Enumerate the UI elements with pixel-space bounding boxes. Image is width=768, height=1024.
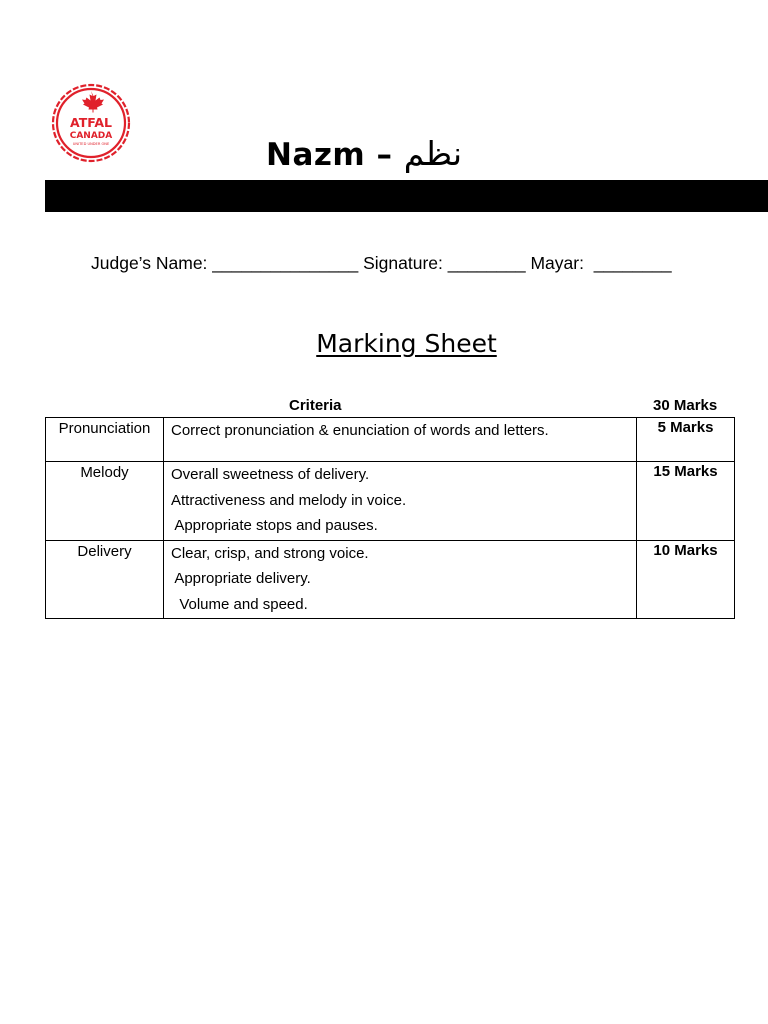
criteria-line: Volume and speed. (171, 595, 308, 613)
marking-sheet-title: Marking Sheet (316, 329, 497, 358)
criteria-line: Attractiveness and melody in voice. (171, 491, 407, 509)
row-marks: 15 Marks (637, 462, 735, 541)
row-category: Delivery (46, 540, 164, 619)
table-row (46, 540, 735, 619)
total-marks-header: 30 Marks (653, 397, 718, 414)
maple-leaf-icon (82, 91, 104, 113)
table-row (46, 418, 735, 462)
row-category: Melody (46, 462, 164, 541)
logo-brand-line1: ATFAL (70, 115, 112, 130)
row-marks: 10 Marks (637, 540, 735, 619)
atfal-canada-logo (48, 80, 134, 166)
logo-tagline: UNITED UNDER ONE (72, 142, 110, 146)
criteria-line: Overall sweetness of delivery. (171, 466, 370, 483)
logo-brand-line2: CANADA (69, 131, 113, 141)
row-criteria (164, 462, 637, 541)
row-criteria (164, 418, 637, 462)
criteria-header: Criteria (289, 397, 342, 414)
title-urdu: نظم (403, 134, 463, 173)
page-title (266, 134, 462, 173)
judge-info-line: Judge’s Name: _______________ Signature: ________ Mayar: ________ (91, 253, 672, 273)
title-latin: Nazm – (266, 137, 404, 173)
criteria-line: Correct pronunciation & enunciation of words and letters. (171, 422, 549, 439)
criteria-line: Appropriate stops and pauses. (171, 517, 378, 534)
row-category: Pronunciation (46, 418, 164, 462)
header-divider-bar (45, 180, 768, 212)
criteria-line: Clear, crisp, and strong voice. (171, 544, 369, 562)
row-criteria (164, 540, 637, 619)
criteria-line: Appropriate delivery. (171, 570, 311, 587)
marking-table (45, 417, 735, 619)
table-row (46, 462, 735, 541)
row-marks: 5 Marks (637, 418, 735, 462)
